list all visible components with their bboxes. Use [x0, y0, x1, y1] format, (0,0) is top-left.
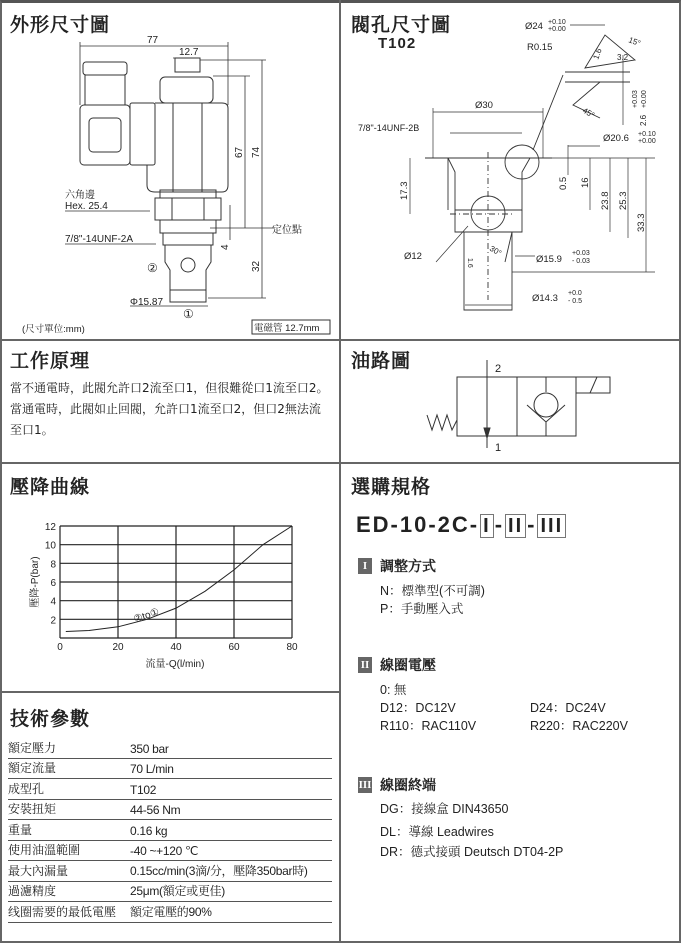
- model-box-2: II: [505, 514, 526, 538]
- model-prefix: ED-10-2C-: [356, 512, 480, 537]
- group-3-num: III: [358, 779, 372, 791]
- locating-point-label: 定位點: [272, 225, 302, 236]
- cavity-roughness-1-6: 1.6: [591, 47, 604, 61]
- y-tick-label: 12: [44, 522, 56, 533]
- circuit-port-2: 2: [495, 363, 502, 375]
- dim-4: 4: [220, 244, 231, 250]
- x-tick-label: 80: [286, 642, 298, 653]
- specs-title: 技術參數: [10, 708, 91, 730]
- cavity-d14-3: Ø14.3: [532, 293, 558, 304]
- cavity-dim-16: 16: [580, 177, 591, 188]
- cavity-dim-33-3: 33.3: [636, 213, 647, 232]
- option: N：標準型(不可調): [380, 584, 485, 598]
- x-tick-label: 40: [170, 642, 182, 653]
- spec-value: 0.16 kg: [130, 823, 168, 838]
- spec-value: 額定電壓的90%: [130, 904, 212, 919]
- y-tick-label: 6: [50, 578, 56, 589]
- cavity-d15-9-tol-up: +0.03: [572, 250, 590, 257]
- y-tick-label: 2: [50, 615, 56, 627]
- cavity-d24-tol-low: +0.00: [548, 26, 566, 33]
- spec-row: [8, 820, 332, 841]
- cavity-angle-45: 45°: [581, 105, 596, 120]
- spec-value: 350 bar: [130, 741, 169, 756]
- cavity-code: T102: [378, 35, 417, 52]
- spec-label: 額定壓力: [8, 740, 57, 755]
- cavity-depth-tol-low: +0.00: [641, 90, 648, 108]
- cavity-title: 閥孔尺寸圖: [351, 14, 452, 36]
- option: R220：RAC220V: [530, 719, 628, 733]
- spec-row: [8, 779, 332, 800]
- y-tick-label: 10: [44, 540, 56, 552]
- spec-label: 成型孔: [8, 781, 45, 796]
- model-code: [356, 512, 567, 538]
- cavity-d14-3-tol-up: +0.0: [568, 290, 582, 297]
- option: DL：導線 Leadwires: [380, 825, 494, 839]
- x-axis-label: 流量-Q(l/min): [145, 659, 205, 670]
- spec-row: [8, 738, 332, 759]
- cavity-d30: Ø30: [475, 100, 493, 111]
- specs-table: [8, 738, 332, 923]
- cavity-depth-tol-up: +0.03: [632, 90, 639, 108]
- cavity-d20-6-tol-up: +0.10: [638, 131, 656, 138]
- spec-label: 過濾精度: [8, 884, 57, 898]
- dimensions-title: 外形尺寸圖: [10, 14, 111, 36]
- spec-row: [8, 841, 332, 862]
- spec-row: [8, 882, 332, 903]
- cavity-dim-17-3: 17.3: [399, 181, 410, 200]
- dim-67: 67: [234, 146, 245, 158]
- pressure-drop-chart: [0, 0, 340, 700]
- dim-12-7: 12.7: [179, 47, 199, 58]
- dim-74: 74: [251, 146, 262, 158]
- spec-row: [8, 902, 332, 923]
- spec-label: 安裝扭矩: [8, 802, 57, 816]
- cavity-depth-2-6: 2.6: [639, 114, 648, 126]
- units-note: (尺寸單位:mm): [22, 324, 85, 335]
- cavity-d20-6-tol-low: +0.00: [638, 138, 656, 145]
- spec-value: 0.15cc/min(3滴/分，壓降350bar時): [130, 863, 308, 878]
- option: R110：RAC110V: [380, 719, 477, 733]
- model-sep: -: [494, 512, 505, 537]
- cavity-d20-6: Ø20.6: [603, 133, 629, 144]
- option: 0: 無: [380, 683, 407, 697]
- thread-label: 7/8"-14UNF-2A: [65, 234, 134, 245]
- spec-label: 使用油溫範圍: [8, 843, 81, 857]
- circuit-title: 油路圖: [351, 350, 412, 372]
- principle-title: 工作原理: [10, 350, 91, 372]
- y-tick-label: 4: [50, 596, 56, 608]
- model-box-1: I: [480, 514, 494, 538]
- cavity-r015: R0.15: [527, 42, 553, 53]
- hex-label: Hex. 25.4: [65, 201, 108, 212]
- spec-value: -40 ~+120 ℃: [130, 844, 199, 858]
- option: D24：DC24V: [530, 701, 606, 715]
- group-1-num: I: [358, 558, 372, 574]
- cavity-roughness-3-2: 3.2: [617, 53, 629, 62]
- option: D12：DC12V: [380, 701, 456, 715]
- port-1-label: ①: [183, 307, 194, 321]
- spec-label: 最大內漏量: [8, 863, 69, 878]
- circuit-port-1: 1: [495, 442, 502, 454]
- option: DR：德式接頭 Deutsch DT04-2P: [380, 845, 564, 859]
- cavity-thread: 7/8"-14UNF-2B: [358, 123, 420, 133]
- y-axis-label: 壓降-P(bar): [30, 556, 41, 608]
- spec-value: 44-56 Nm: [130, 803, 181, 817]
- model-box-3: III: [537, 514, 566, 538]
- spec-label: 額定流量: [8, 761, 57, 775]
- spec-row: [8, 759, 332, 780]
- spec-row: [8, 861, 332, 882]
- cavity-angle-15: 15°: [627, 35, 642, 49]
- dim-77: 77: [147, 35, 159, 46]
- cavity-dim-23-8: 23.8: [600, 191, 611, 210]
- diameter-label: Φ15.87: [130, 297, 164, 308]
- cavity-dim-0-5: 0.5: [558, 176, 569, 190]
- principle-text: 當不通電時，此閥允許口2流至口1，但很難從口1流至口2。當通電時，此閥如止回閥，允許口1流至口2，但口2無法流至口1。: [10, 381, 329, 437]
- x-tick-label: 20: [112, 642, 124, 653]
- spec-value: 25μm(額定或更佳): [130, 884, 225, 898]
- ordering-title: 選購規格: [351, 476, 432, 498]
- curve-title: 壓降曲線: [10, 476, 91, 498]
- pressure-curve: [66, 526, 292, 631]
- cavity-dim-25-3: 25.3: [618, 191, 629, 210]
- cavity-d12: Ø12: [404, 251, 422, 262]
- model-sep: -: [527, 512, 537, 537]
- spec-row: [8, 800, 332, 821]
- group-1-heading: [358, 556, 436, 576]
- option: DG：接線盒 DIN43650: [380, 802, 509, 816]
- cavity-angle-30: 30°: [488, 243, 503, 258]
- group-2-title: 線圈電壓: [380, 658, 436, 674]
- cavity-d15-9: Ø15.9: [536, 254, 562, 265]
- group-3-title: 線圈終端: [380, 778, 436, 794]
- group-2-heading: [358, 655, 436, 675]
- cavity-roughness-1-6b: 1.6: [466, 258, 473, 268]
- dim-32: 32: [251, 260, 262, 272]
- hex-label-cn: 六角邊: [65, 190, 95, 201]
- option: P：手動壓入式: [380, 602, 464, 616]
- spec-value: 70 L/min: [130, 762, 174, 776]
- spec-label: 线圈需要的最低電壓: [8, 904, 117, 919]
- port-2-label: ②: [147, 261, 158, 275]
- cavity-d14-3-tol-low: - 0.5: [568, 298, 583, 305]
- solenoid-tube-note: 電磁管 12.7mm: [254, 323, 320, 334]
- x-tick-label: 0: [57, 642, 63, 653]
- cavity-d15-9-tol-low: - 0.03: [572, 258, 590, 265]
- cavity-d24: Ø24: [525, 21, 543, 32]
- group-3-heading: [358, 775, 436, 795]
- group-1-title: 調整方式: [380, 559, 436, 575]
- y-tick-label: 8: [50, 559, 56, 571]
- x-tick-label: 60: [228, 642, 240, 653]
- spec-value: T102: [130, 782, 157, 797]
- spec-label: 重量: [8, 822, 33, 837]
- curve-annotation: ②to①: [132, 606, 161, 626]
- cavity-d24-tol-up: +0.10: [548, 19, 566, 26]
- group-2-num: II: [358, 657, 372, 673]
